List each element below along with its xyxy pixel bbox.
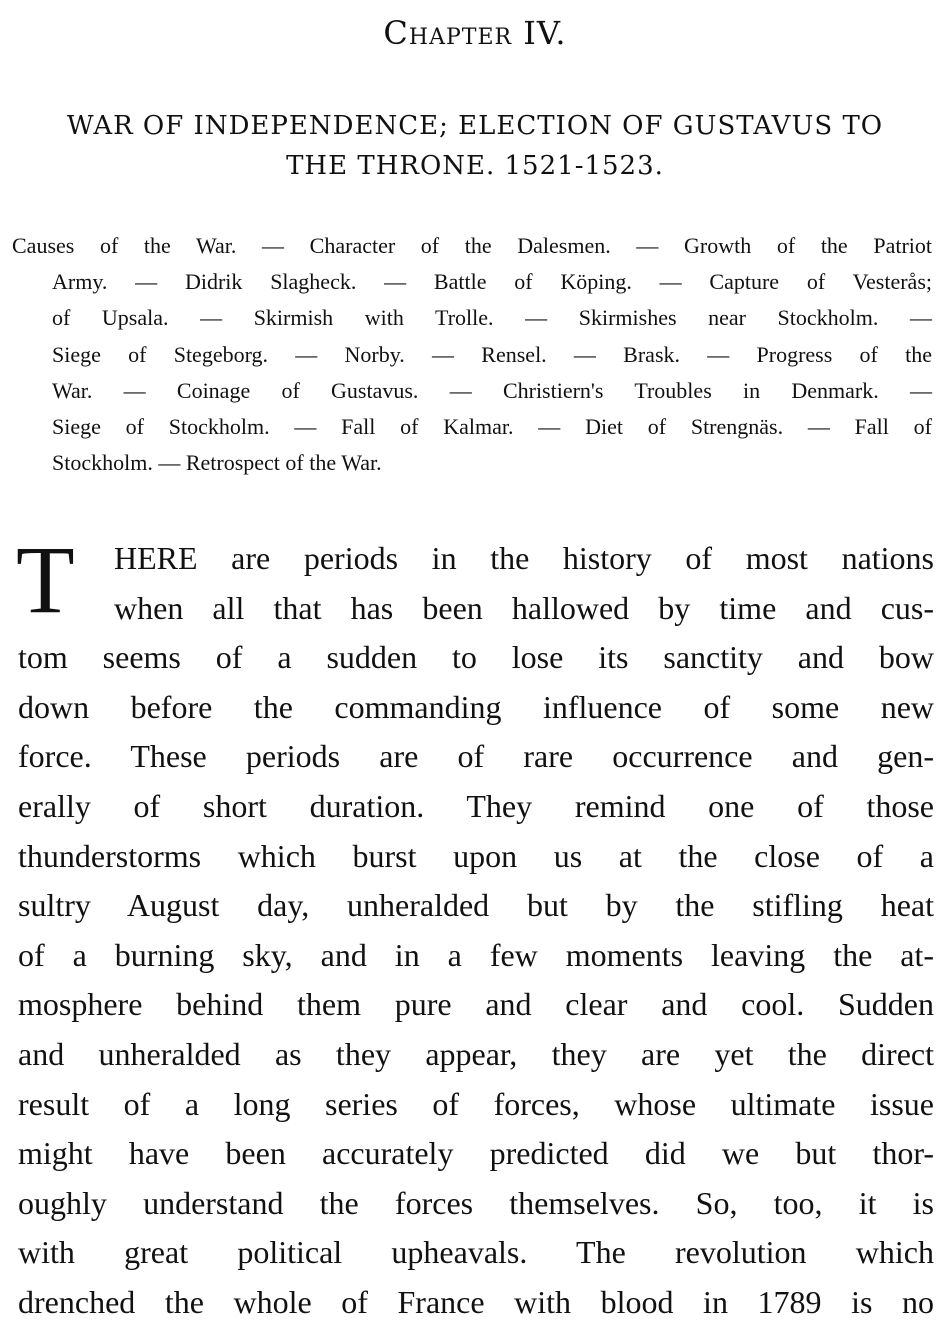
summary-line: Causes of the War. — Character of the Dalesmen. — Growth of the Patriot xyxy=(12,233,932,258)
summary-line: Siege of Stegeborg. — Norby. — Rensel. — Brask. — Progress of the xyxy=(52,341,932,367)
summary-line: Stockholm. — Retrospect of the War. xyxy=(52,450,382,476)
body-line: tom seems of a sudden to lose its sanctity and bow xyxy=(18,639,934,676)
summary-line: Army. — Didrik Slagheck. — Battle of Köping. — Capture of Vesterås; xyxy=(52,269,932,295)
body-line: sultry August day, unheralded but by the stifling heat xyxy=(18,887,934,924)
summary-line: Siege of Stockholm. — Fall of Kalmar. — Diet of Strengnäs. — Fall of xyxy=(52,414,932,440)
body-line: oughly understand the forces themselves. So, too, it is xyxy=(18,1184,934,1221)
body-line: might have been accurately predicted did we but thor- xyxy=(18,1135,934,1172)
body-line: down before the commanding influence of some new xyxy=(18,688,934,725)
body-line: drenched the whole of France with blood in 1789 is no xyxy=(18,1283,934,1320)
chapter-title xyxy=(18,106,932,186)
chapter-numeral: IV. xyxy=(523,14,567,52)
body-line: erally of short duration. They remind one of those xyxy=(18,787,934,824)
body-line: and unheralded as they appear, they are yet the direct xyxy=(18,1035,934,1072)
chapter-prefix: Chapter xyxy=(383,14,513,52)
body-line: mosphere behind them pure and clear and cool. Sudden xyxy=(18,986,934,1023)
body-text xyxy=(16,526,934,1328)
body-line: when all that has been hallowed by time and cus- xyxy=(114,589,934,626)
body-line: force. These periods are of rare occurrence and gen- xyxy=(18,738,934,775)
body-line: with great political upheavals. The revolution which xyxy=(18,1234,934,1271)
summary-line: of Upsala. — Skirmish with Trolle. — Skirmishes near Stockholm. — xyxy=(52,305,932,331)
body-line: of a burning sky, and in a few moments leaving the at- xyxy=(18,936,934,973)
summary-line: War. — Coinage of Gustavus. — Christiern's Troubles in Denmark. — xyxy=(52,377,932,403)
chapter-summary xyxy=(12,228,932,481)
body-line: HERE are periods in the history of most nations xyxy=(114,540,934,576)
chapter-heading xyxy=(0,14,950,52)
body-line: result of a long series of forces, whose ultimate issue xyxy=(18,1085,934,1122)
drop-cap: T xyxy=(16,526,75,633)
chapter-title-line: WAR OF INDEPENDENCE; ELECTION OF GUSTAVUS TO xyxy=(66,111,884,141)
body-line: thunderstorms which burst upon us at the close of a xyxy=(18,837,934,874)
chapter-title-line: THE THRONE. 1521-1523. xyxy=(286,151,664,181)
